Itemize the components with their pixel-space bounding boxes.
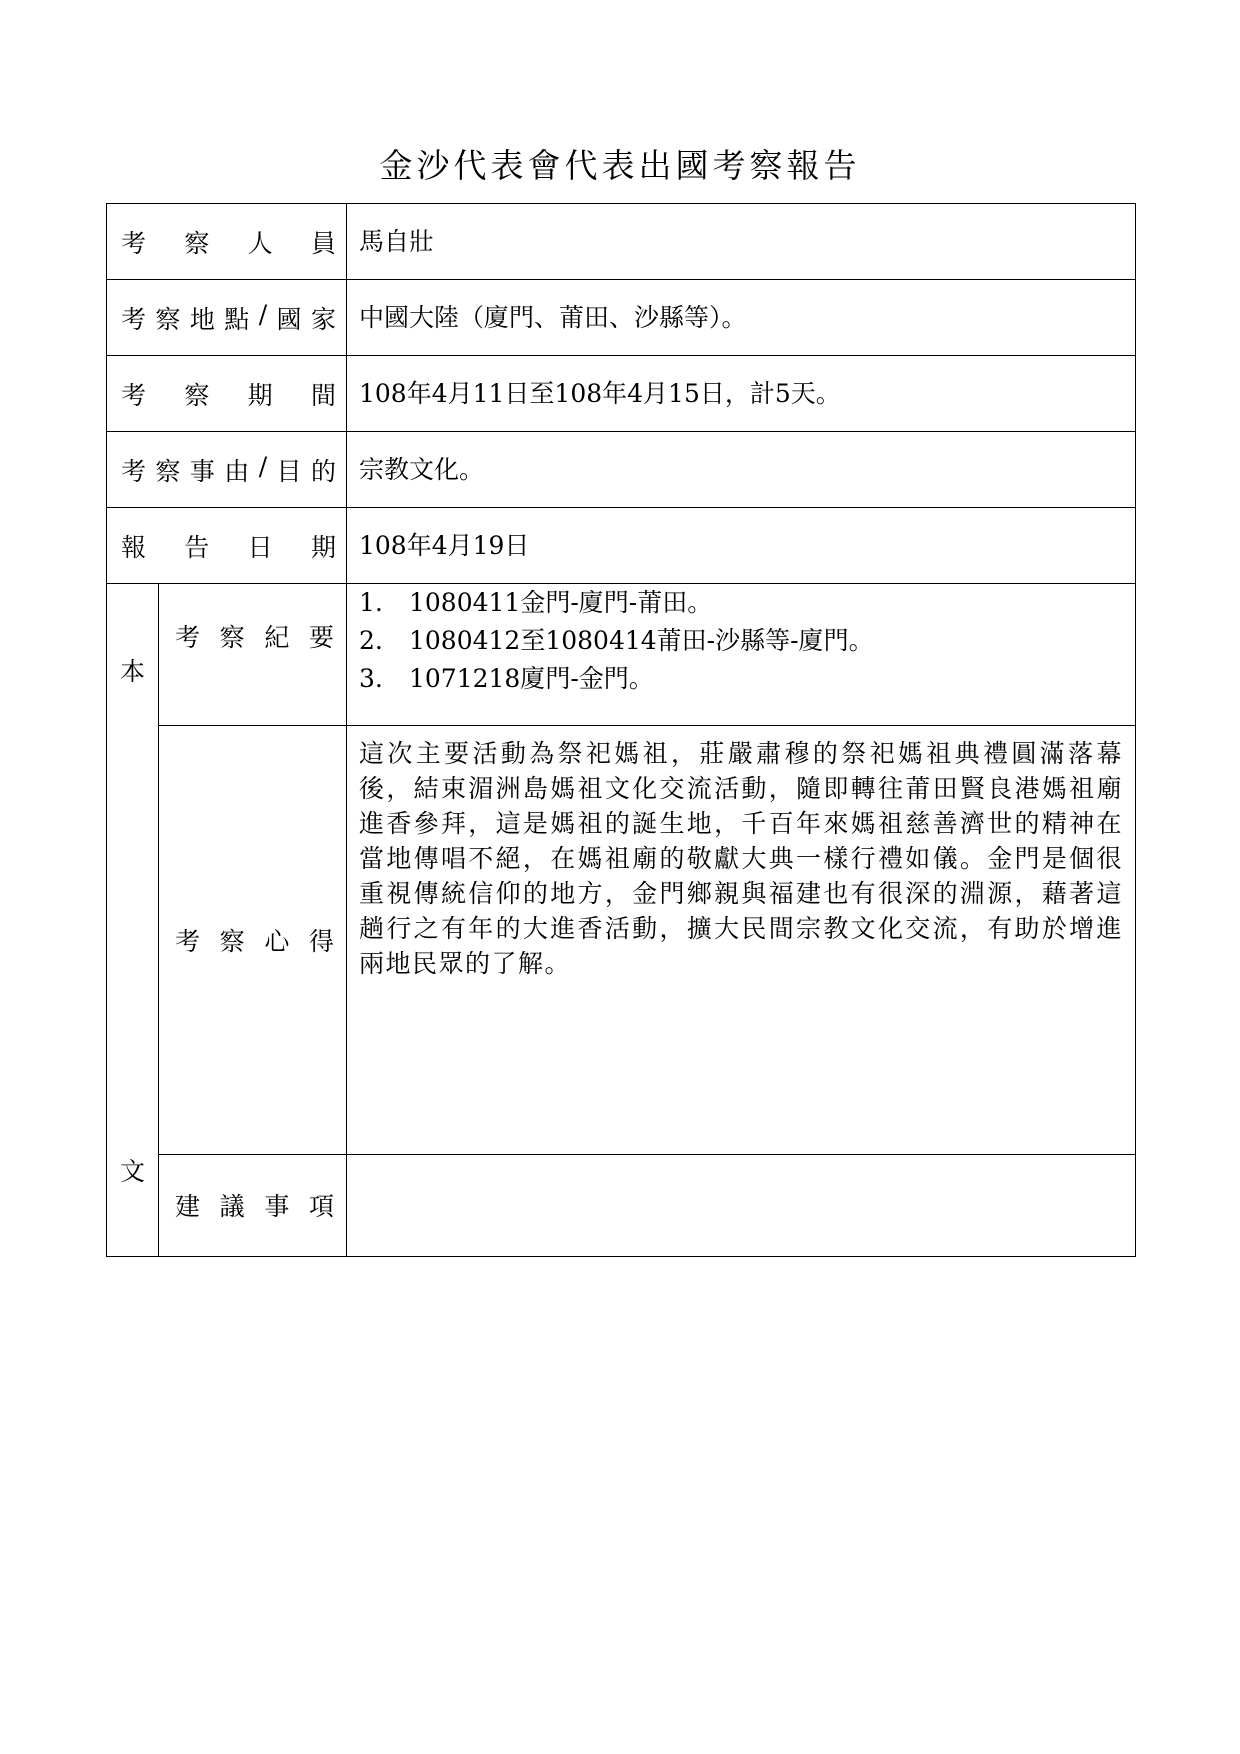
label-char: 議	[219, 1192, 245, 1222]
row-personnel	[107, 204, 1136, 280]
side-label-bottom: 文	[119, 1157, 145, 1186]
label-char: 間	[310, 380, 336, 410]
label-reflection	[159, 726, 347, 1155]
row-suggestions	[107, 1154, 1136, 1256]
label-char: 的	[310, 456, 336, 486]
label-char: 事	[189, 456, 215, 486]
label-char: 心	[264, 927, 290, 957]
value-suggestions	[347, 1154, 1136, 1256]
label-char: 項	[308, 1192, 334, 1222]
page-title: 金沙代表會代表出國考察報告	[379, 146, 861, 185]
reflection-text: 這次主要活動為祭祀媽祖，莊嚴肅穆的祭祀媽祖典禮圓滿落幕後，結束湄洲島媽祖文化交流活動，隨即轉往莆田賢良港媽祖廟進香參拜，這是媽祖的誕生地，千百年來媽祖慈善濟世的精神在當地傳唱不絕，在媽祖廟的敬獻大典一樣行禮如儀。金門是個很重視傳統信仰的地方，金門鄉親與福建也有很深的淵源，藉著這趟行之有年的大進香活動，擴大民間宗教文化交流，有助於增進兩地民眾的了解。	[359, 739, 1123, 979]
row-period	[107, 356, 1136, 432]
value-period: 108年4月11日至108年4月15日，計5天。	[347, 356, 1136, 432]
label-char: 期	[310, 532, 336, 562]
label-char: 日	[247, 532, 273, 562]
label-char: 告	[184, 532, 210, 562]
label-char: /	[258, 451, 268, 481]
label-char: 得	[308, 927, 334, 957]
label-char: 考	[175, 623, 201, 652]
label-report-date	[107, 508, 347, 584]
list-item: 2. 1080412至1080414莆田-沙縣等-廈門。	[359, 626, 874, 655]
label-char: 員	[310, 228, 336, 258]
list-item: 1. 1080411金門-廈門-莆田。	[359, 588, 713, 617]
label-char: 目	[276, 456, 302, 486]
side-label-top: 本	[119, 657, 145, 686]
label-char: 建	[175, 1192, 201, 1222]
label-purpose	[107, 432, 347, 508]
reflection-text-cell	[347, 726, 1136, 1155]
label-char: 國	[276, 304, 302, 334]
row-summary	[107, 584, 1136, 726]
label-char: 由	[224, 456, 250, 486]
label-char: 考	[121, 380, 147, 410]
label-char: 要	[308, 623, 334, 652]
label-char: 考	[121, 304, 147, 334]
value-location: 中國大陸（廈門、莆田、沙縣等）。	[347, 280, 1136, 356]
summary-list	[359, 584, 1125, 698]
label-summary	[159, 584, 347, 726]
row-location	[107, 280, 1136, 356]
label-suggestions	[159, 1154, 347, 1256]
label-period	[107, 356, 347, 432]
label-char: 察	[155, 304, 181, 334]
label-char: 紀	[264, 623, 290, 652]
row-report-date	[107, 508, 1136, 584]
row-reflection	[107, 726, 1136, 1155]
label-char: 考	[121, 456, 147, 486]
label-char: 事	[264, 1192, 290, 1222]
label-char: 察	[184, 228, 210, 258]
label-char: 地	[189, 304, 215, 334]
label-personnel	[107, 204, 347, 280]
report-table	[106, 203, 1136, 1257]
body-side-label	[107, 584, 159, 1257]
label-char: 察	[219, 623, 245, 652]
label-char: /	[258, 299, 268, 329]
label-char: 家	[310, 304, 336, 334]
summary-list-cell	[347, 584, 1136, 726]
label-char: 察	[219, 927, 245, 957]
label-char: 點	[224, 304, 250, 334]
label-char: 考	[175, 927, 201, 957]
label-char: 報	[121, 532, 147, 562]
value-personnel: 馬自壯	[347, 204, 1136, 280]
label-char: 察	[155, 456, 181, 486]
label-char: 期	[247, 380, 273, 410]
label-char: 考	[121, 228, 147, 258]
row-purpose	[107, 432, 1136, 508]
list-item: 3. 1071218廈門-金門。	[359, 664, 654, 693]
value-purpose: 宗教文化。	[347, 432, 1136, 508]
label-location	[107, 280, 347, 356]
label-char: 察	[184, 380, 210, 410]
label-char: 人	[247, 228, 273, 258]
value-report-date: 108年4月19日	[347, 508, 1136, 584]
